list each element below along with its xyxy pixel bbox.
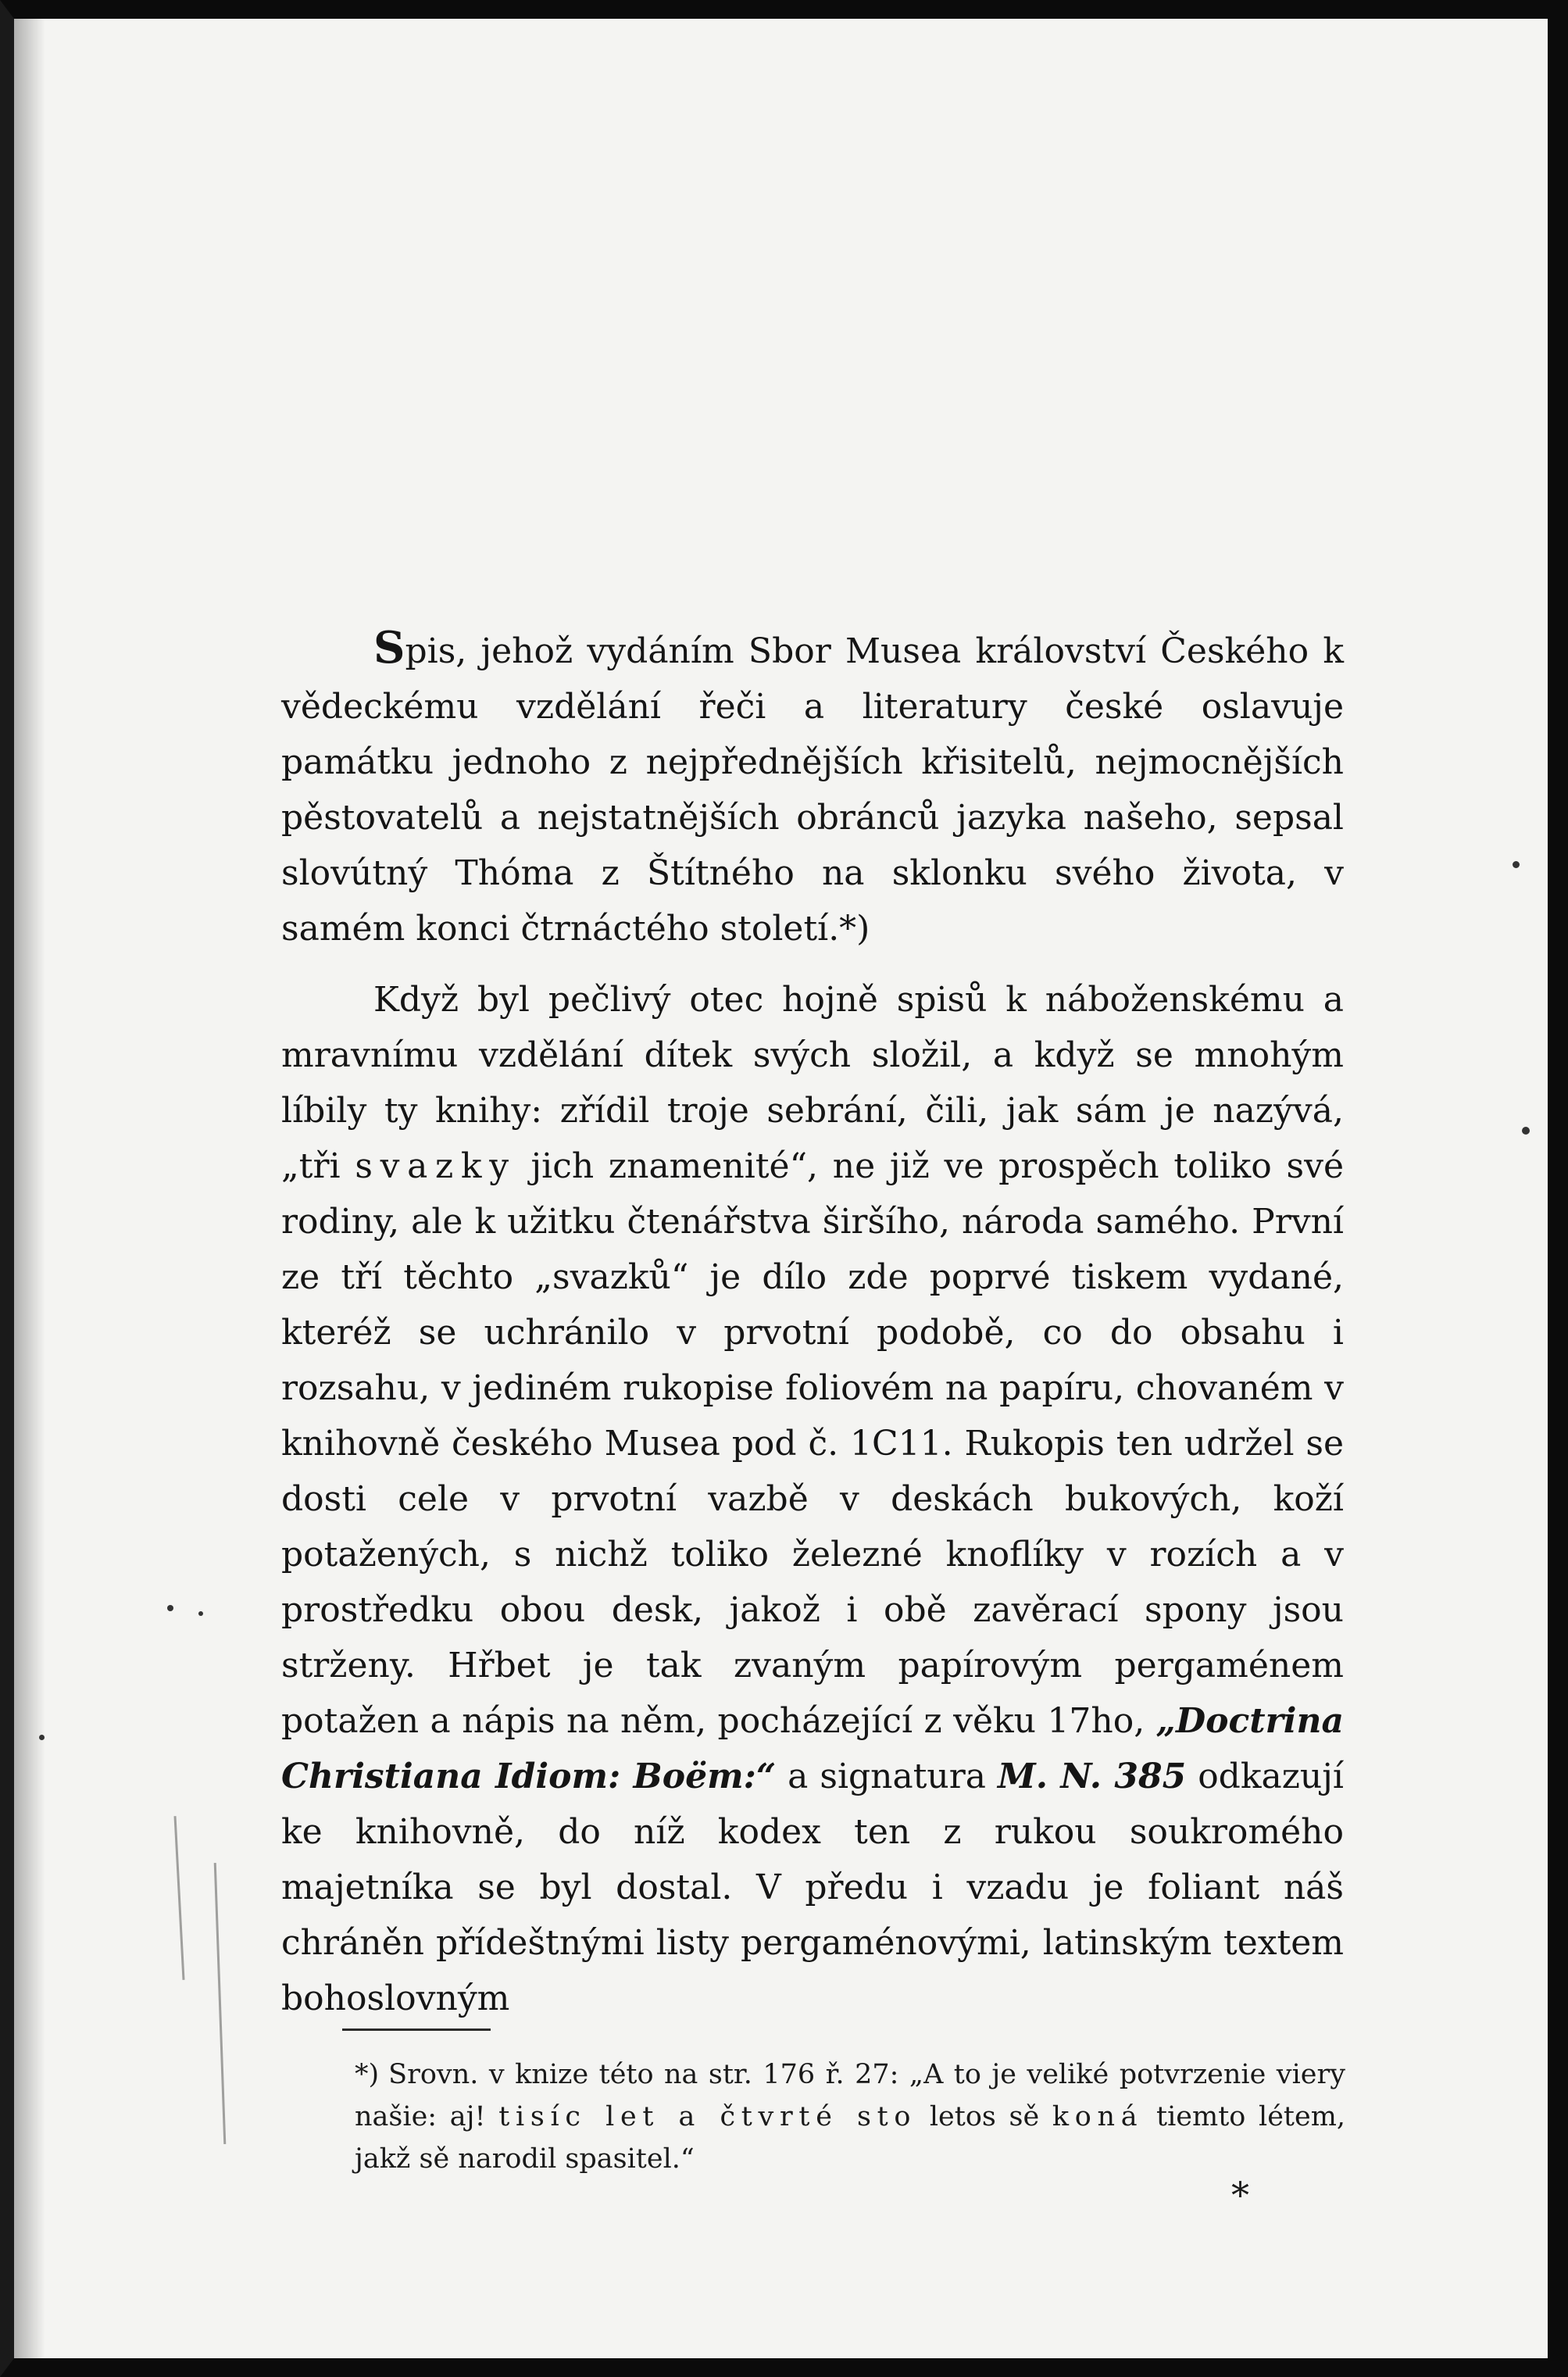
emphasized-text-run: M. N. 385 bbox=[998, 1757, 1187, 1796]
paragraph-intro bbox=[281, 620, 1344, 956]
paragraph-description bbox=[281, 972, 1344, 2026]
initial-letter: S bbox=[373, 622, 405, 674]
footnote bbox=[355, 2054, 1345, 2180]
spaced-text-run: koná bbox=[1052, 2101, 1144, 2132]
scan-streak bbox=[214, 1863, 227, 2144]
scan-speck bbox=[1513, 861, 1520, 868]
text-run: odkazují ke knihovně, do níž kodex ten z rukou soukromého majetníka se byl dostal. V předu i vzadu je foliant náš chráněn přídeštnými listy pergaménovými, latinským textem bohoslovným bbox=[281, 1757, 1344, 2018]
text-run: jich znamenité“, ne již ve prospěch toliko své rodiny, ale k užitku čtenářstva širšího, národa samého. První ze tří těchto „svazků“ je dílo zde poprvé tiskem vydané, kteréž se uchránilo v prvotní podobě, co do obsahu i rozsahu, v jediném rukopise foliovém na papíru, chovaném v knihovně českého Musea pod č. 1C11. Rukopis ten udržel se dosti cele v prvotní vazbě v deskách bukových, koží potažených, s nichž toliko železné knoflíky v rozích a v prostředku obou desk, jakož i obě zavěrací spony jsou strženy. Hřbet je tak zvaným papírovým pergaménem potažen a nápis na něm, pocházející z věku 17ho, bbox=[281, 1146, 1344, 1741]
footnote-text bbox=[355, 2059, 1345, 2175]
binding-shadow bbox=[14, 19, 45, 2358]
footnote-divider bbox=[342, 2028, 491, 2031]
scan-speck bbox=[1522, 1127, 1530, 1135]
emphasized-text-run: „Doctrina Christiana Idiom: Boëm:“ bbox=[281, 1701, 1344, 1796]
footnote-mark: *) bbox=[355, 2059, 380, 2090]
scan-speck bbox=[198, 1611, 203, 1616]
scan-streak bbox=[174, 1816, 185, 1980]
text-run: pis, jehož vydáním Sbor Musea království Českého k vědeckému vzdělání řeči a literatury české oslavuje památku jednoho z nejpřednějších křisitelů, nejmocnějších pěstovatelů a nejstatnějších obránců jazyka našeho, sepsal slovútný Thóma z Štítného na sklonku svého života, v samém konci čtrnáctého století.*) bbox=[281, 631, 1344, 949]
text-run: tiemto létem, jakž sě narodil spasitel.“ bbox=[355, 2101, 1346, 2175]
spaced-text-run: tisíc let a čtvrté sto bbox=[498, 2101, 917, 2132]
text-run: a signatura bbox=[776, 1757, 998, 1796]
text-run: Srovn. v knize této na str. 176 ř. 27: „A to je veliké potvrzenie viery našie: aj! bbox=[355, 2059, 1345, 2132]
signature-mark: * bbox=[1231, 2174, 1249, 2216]
scan-speck bbox=[167, 1605, 173, 1611]
scan-speck bbox=[39, 1735, 45, 1740]
text-run: letos sě bbox=[916, 2101, 1052, 2132]
body-text bbox=[281, 620, 1344, 2026]
text-run: Když byl pečlivý otec hojně spisů k náboženskému a mravnímu vzdělání dítek svých složil, a když se mnohým líbily ty knihy: zřídil troje sebrání, čili, jak sám je nazývá, „tři bbox=[281, 980, 1344, 1186]
spaced-text-run: svazky bbox=[355, 1146, 516, 1186]
